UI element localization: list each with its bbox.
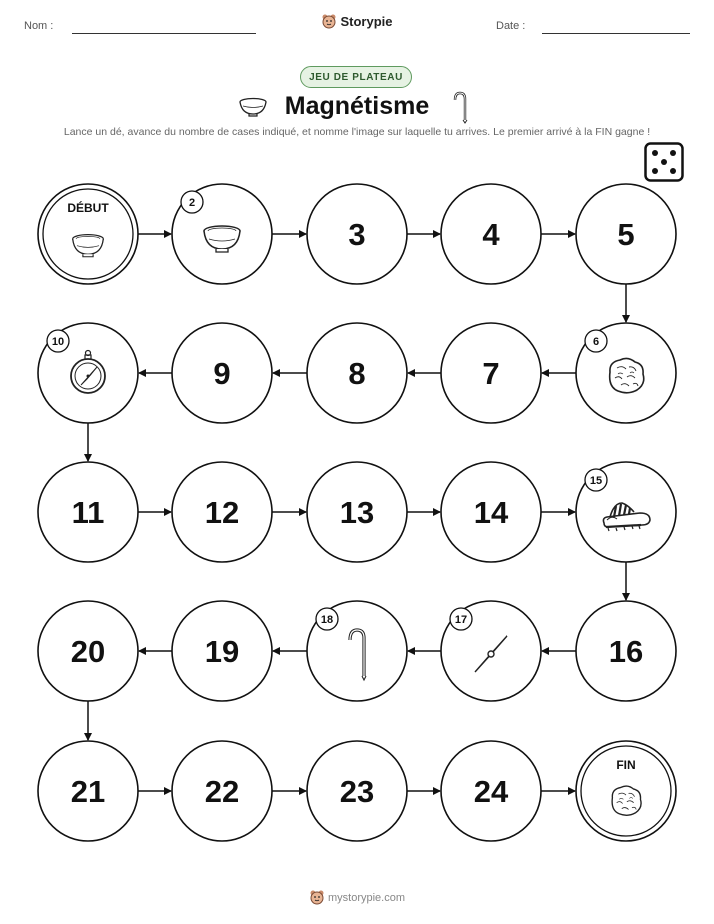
rock-icon xyxy=(612,786,641,815)
storypie-mascot-icon xyxy=(309,889,325,905)
cell-number: 10 xyxy=(51,336,65,348)
cell-number: 4 xyxy=(482,217,500,252)
board-cell-23 xyxy=(307,741,407,841)
board-cell-1 xyxy=(38,184,138,284)
cell-circle xyxy=(38,184,138,284)
board-cell-9 xyxy=(172,323,272,423)
cell-number: 18 xyxy=(320,614,334,626)
board-cell-16 xyxy=(576,601,676,701)
board-cell-18 xyxy=(307,601,407,701)
board-cell-5 xyxy=(576,184,676,284)
cell-number: 5 xyxy=(617,217,635,252)
cell-number: 8 xyxy=(348,356,366,391)
game-type-badge: JEU DE PLATEAU xyxy=(300,66,412,88)
cell-number: 7 xyxy=(482,356,500,391)
start-label: DÉBUT xyxy=(67,201,109,215)
cell-number: 11 xyxy=(71,495,105,530)
board-cell-11 xyxy=(38,462,138,562)
cell-number: 17 xyxy=(454,614,468,626)
board-cell-21 xyxy=(38,741,138,841)
board-cell-7 xyxy=(441,323,541,423)
cell-number: 21 xyxy=(70,774,106,809)
cell-number: 22 xyxy=(204,774,240,809)
cell-number: 2 xyxy=(188,197,196,209)
cell-number: 13 xyxy=(339,495,375,530)
board-cell-17 xyxy=(441,601,541,701)
board-cell-2 xyxy=(172,184,272,284)
board-cell-6 xyxy=(576,323,676,423)
board-cell-13 xyxy=(307,462,407,562)
board-cell-3 xyxy=(307,184,407,284)
finish-label: FIN xyxy=(616,758,636,772)
cell-number: 14 xyxy=(473,495,509,530)
cell-number: 15 xyxy=(589,475,603,487)
board-cell-22 xyxy=(172,741,272,841)
date-label: Date : xyxy=(496,20,526,32)
cell-number: 3 xyxy=(348,217,366,252)
board-cell-10 xyxy=(38,323,138,423)
board-cell-15 xyxy=(576,462,676,562)
board-cell-14 xyxy=(441,462,541,562)
cell-number: 16 xyxy=(608,634,644,669)
brand-name: Storypie xyxy=(340,14,393,29)
cell-number: 20 xyxy=(70,634,106,669)
name-label: Nom : xyxy=(24,20,54,32)
board-cell-4 xyxy=(441,184,541,284)
cell-number: 12 xyxy=(204,495,240,530)
cell-number: 9 xyxy=(213,356,231,391)
cell-number: 6 xyxy=(592,336,600,348)
board-cell-12 xyxy=(172,462,272,562)
cell-number: 23 xyxy=(339,774,375,809)
instructions: Lance un dé, avance du nombre de cases indiqué, et nomme l'image sur laquelle tu arrives. Le premier arrivé à la FIN gagne ! xyxy=(63,126,651,138)
board-cell-20 xyxy=(38,601,138,701)
board-cell-8 xyxy=(307,323,407,423)
footer xyxy=(0,889,714,905)
footer-url: mystorypie.com xyxy=(327,892,406,904)
board-cell-19 xyxy=(172,601,272,701)
cell-number: 24 xyxy=(473,774,509,809)
page-title: Magnétisme xyxy=(284,92,430,120)
cell-number: 19 xyxy=(204,634,240,669)
board-cell-24 xyxy=(441,741,541,841)
board-cell-25 xyxy=(576,741,676,841)
rock-icon xyxy=(610,358,644,392)
